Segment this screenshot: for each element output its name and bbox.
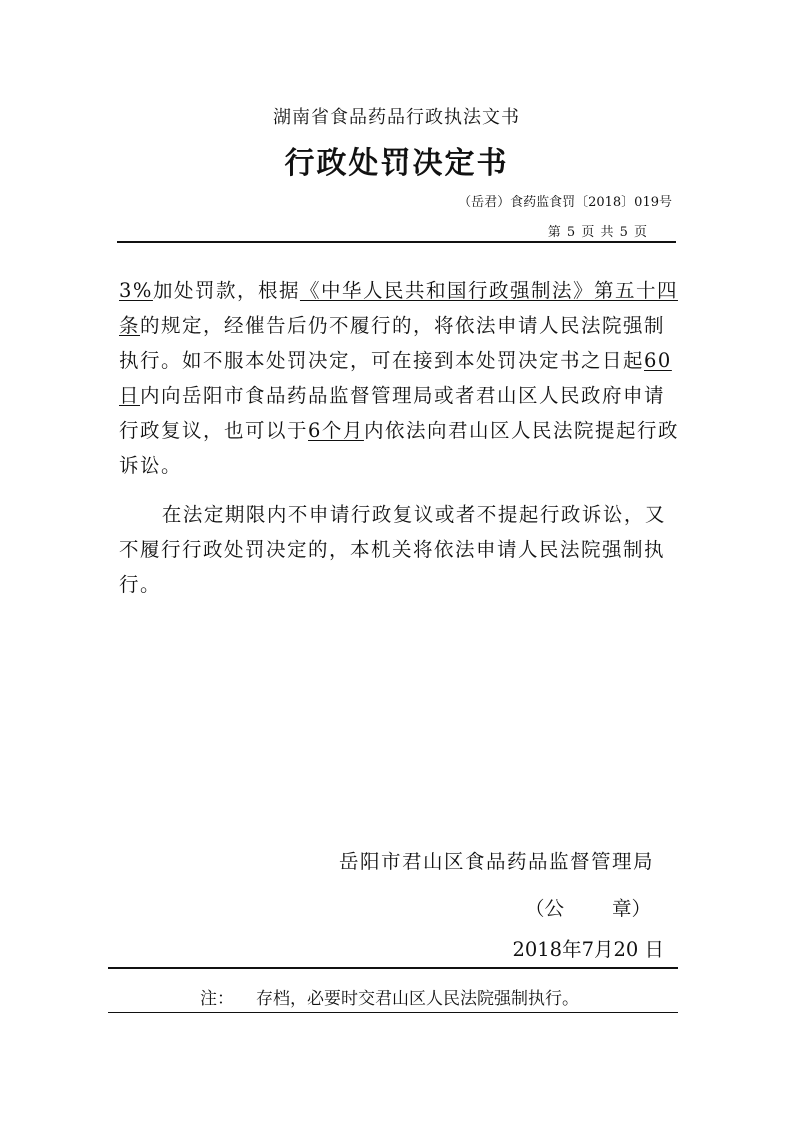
footer-divider-top — [108, 967, 678, 969]
official-seal-placeholder — [525, 893, 651, 921]
seal-close: 章） — [612, 897, 652, 920]
p1-seg-1: 加处罚款，根据 — [152, 279, 300, 302]
p1-seg-3: 的规定，经催告后仍不履行的，将依法申请人民法院强制执行。如不服本处罚决定，可在接到本处罚决定书之日起 — [119, 314, 666, 372]
p1-seg-0: 3% — [119, 279, 153, 302]
page-indicator: 第 5 页 共 5 页 — [547, 225, 647, 240]
issuing-authority: 岳阳市君山区食品药品监督管理局 — [338, 850, 654, 873]
header-divider — [117, 241, 676, 243]
footer-note — [200, 984, 579, 1009]
footer-divider-bottom — [108, 1012, 678, 1013]
p1-seg-5: 内向岳阳市食品药品监督管理局或者君山区人民政府申请行政复议，也可以于 — [119, 384, 666, 442]
p1-seg-6: 6个月 — [308, 419, 364, 442]
note-label: 注： — [200, 989, 234, 1009]
p1-seg-7: 内依法向君山区人民法院提起行政诉讼。 — [119, 419, 679, 477]
seal-open: （公 — [525, 897, 565, 920]
document-title: 行政处罚决定书 — [284, 146, 509, 181]
note-text: 存档，必要时交君山区人民法院强制执行。 — [256, 989, 579, 1009]
issue-date: 2018年7月20 日 — [512, 938, 664, 961]
p1-seg-4: 60日 — [119, 349, 672, 407]
p1-seg-2: 《中华人民共和国行政强制法》第五十四条 — [119, 279, 678, 337]
paragraph-enforcement: 在法定期限内不申请行政复议或者不提起行政诉讼，又不履行行政处罚决定的，本机关将依法申请人民法院强制执行。 — [119, 503, 666, 596]
paragraph-appeal-rights — [119, 273, 679, 483]
document-number: （岳君）食药监食罚〔2018〕019号 — [458, 195, 672, 210]
document-category: 湖南省食品药品行政执法文书 — [273, 107, 520, 128]
